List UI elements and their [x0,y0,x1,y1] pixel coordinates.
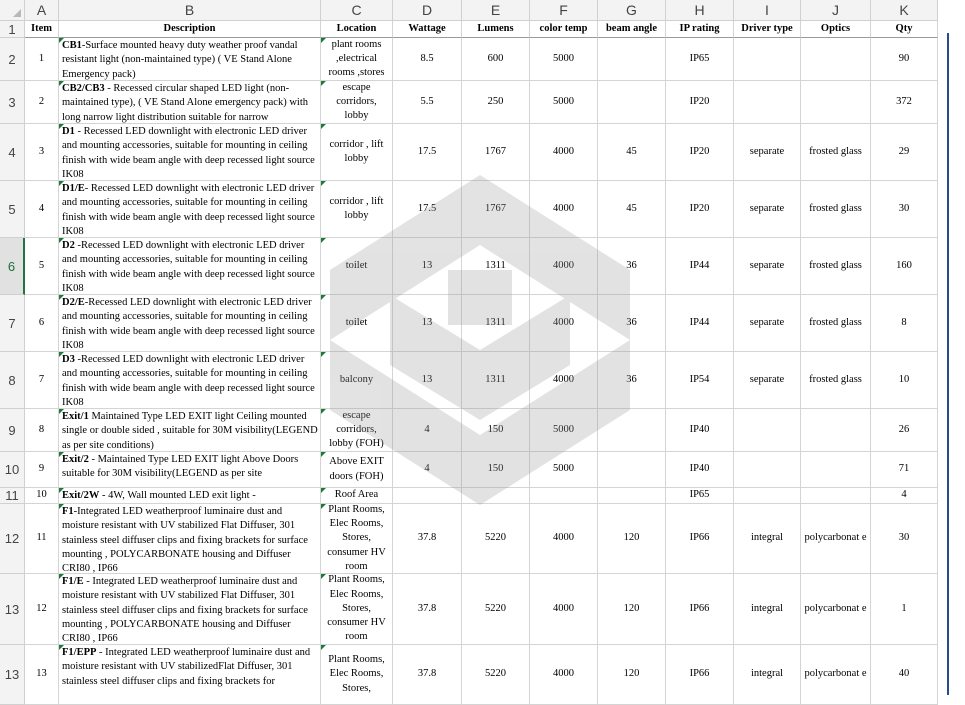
wattage-cell[interactable]: 13 [393,238,462,295]
description-text [62,182,318,238]
row-header[interactable]: 4 [0,124,25,181]
header-cell[interactable]: Item [25,21,59,38]
description-cell[interactable] [59,295,321,352]
lumens-cell[interactable]: 1311 [462,352,530,409]
fixture-code: D2 [62,240,75,251]
beam-cell[interactable]: 45 [598,181,666,238]
column-header-a[interactable]: A [25,0,59,21]
driver-cell[interactable]: separate [734,181,801,238]
description-body: - Recessed LED downlight with electronic LED driver and mounting accessories, suitable for mounting in ceiling finish with wide beam angle with deep recessed light source IK08 [62,126,315,180]
optics-cell[interactable]: frosted glass [801,295,871,352]
beam-cell[interactable] [598,38,666,81]
cell-indicator-icon [321,504,326,509]
driver-cell[interactable]: integral [734,504,801,574]
header-cell[interactable]: color temp [530,21,598,38]
ip-cell[interactable]: IP65 [666,488,734,504]
lumens-cell[interactable]: 250 [462,81,530,124]
selection-border [947,33,949,695]
beam-cell[interactable]: 120 [598,645,666,705]
description-cell[interactable] [59,574,321,645]
column-header-b[interactable]: B [59,0,321,21]
row-header[interactable]: 12 [0,504,25,574]
qty-cell[interactable]: 26 [871,409,938,452]
description-body: -Recessed LED downlight with electronic LED driver and mounting accessories, suitable for mounting in ceiling finish with wide beam angle with deep recessed light source IK08 [62,297,315,351]
description-body: -Integrated LED weatherproof luminaire dust and moisture resistant with UV stabilized Flat Diffuser, 301 stainless steel diffuser clips and fixing brackets for surface mounting , POLYCARBONATE housing and Diffuser CRI80 , IP66 [62,506,308,574]
location-cell[interactable]: toilet [321,295,393,352]
fixture-code: Exit/1 [62,411,89,422]
beam-cell[interactable]: 36 [598,352,666,409]
fixture-code: F1/EPP [62,647,97,658]
ip-cell[interactable]: IP66 [666,504,734,574]
wattage-cell[interactable]: 4 [393,452,462,488]
ip-cell[interactable]: IP65 [666,38,734,81]
beam-cell[interactable]: 120 [598,504,666,574]
description-cell[interactable] [59,409,321,452]
location-cell[interactable]: corridor , lift lobby [321,124,393,181]
header-cell[interactable]: Wattage [393,21,462,38]
qty-cell[interactable]: 160 [871,238,938,295]
cell-indicator-icon [59,504,64,509]
cell-indicator-icon [321,124,326,129]
cell-indicator-icon [321,574,326,579]
optics-cell[interactable] [801,38,871,81]
description-body: - Maintained Type LED EXIT light Above Doors suitable for 30M visibility(LEGEND as per site [62,454,299,480]
qty-cell[interactable]: 372 [871,81,938,124]
ip-cell[interactable]: IP54 [666,352,734,409]
description-body: - Recessed LED downlight with electronic LED driver and mounting accessories, suitable for mounting in ceiling finish with wide beam angle with deep recessed light source IK08 [62,183,315,237]
description-body: - 4W, Wall mounted LED exit light - [99,490,256,501]
wattage-cell[interactable]: 37.8 [393,574,462,645]
item-cell[interactable]: 7 [25,352,59,409]
beam-cell[interactable] [598,81,666,124]
item-cell[interactable]: 11 [25,504,59,574]
color-temp-cell[interactable]: 5000 [530,409,598,452]
description-text [62,646,318,689]
header-cell[interactable]: Driver type [734,21,801,38]
description-cell[interactable] [59,645,321,705]
description-cell[interactable] [59,352,321,409]
description-text [62,575,318,645]
cell-indicator-icon [321,238,326,243]
description-body: -Recessed LED downlight with electronic LED driver and mounting accessories, suitable for mounting in ceiling finish with wide beam angle with deep recessed light source IK08 [62,354,315,408]
wattage-cell[interactable]: 37.8 [393,504,462,574]
column-header-d[interactable]: D [393,0,462,21]
lumens-cell[interactable]: 5220 [462,504,530,574]
description-body: -Surface mounted heavy duty weather proof vandal resistant light (non-maintained type) ( VE Stand Alone Emergency pack) [62,40,298,80]
color-temp-cell[interactable]: 5000 [530,452,598,488]
beam-cell[interactable]: 45 [598,124,666,181]
qty-cell[interactable]: 40 [871,645,938,705]
ip-cell[interactable]: IP40 [666,409,734,452]
qty-cell[interactable]: 1 [871,574,938,645]
row-header[interactable]: 3 [0,81,25,124]
qty-cell[interactable]: 90 [871,38,938,81]
ip-cell[interactable]: IP66 [666,645,734,705]
location-cell[interactable]: escape corridors, lobby [321,81,393,124]
fixture-code: F1/E [62,576,84,587]
row-header[interactable]: 7 [0,295,25,352]
driver-cell[interactable]: integral [734,645,801,705]
location-cell[interactable]: balcony [321,352,393,409]
row-header[interactable]: 10 [0,452,25,488]
column-header-c[interactable]: C [321,0,393,21]
cell-indicator-icon [59,409,64,414]
cell-indicator-icon [321,81,326,86]
column-header-k[interactable]: K [871,0,938,21]
qty-cell[interactable]: 4 [871,488,938,504]
driver-cell[interactable]: integral [734,574,801,645]
beam-cell[interactable] [598,488,666,504]
cell-indicator-icon [59,488,64,493]
fixture-code: CB1 [62,40,82,51]
wattage-cell[interactable]: 5.5 [393,81,462,124]
fixture-code: D2/E [62,297,85,308]
fixture-code: F1 [62,506,74,517]
wattage-cell[interactable]: 17.5 [393,124,462,181]
header-cell[interactable]: IP rating [666,21,734,38]
cell-indicator-icon [59,452,64,457]
item-cell[interactable]: 6 [25,295,59,352]
column-header-f[interactable]: F [530,0,598,21]
driver-cell[interactable] [734,81,801,124]
driver-cell[interactable]: separate [734,124,801,181]
location-cell[interactable]: Roof Area [321,488,393,504]
driver-cell[interactable] [734,38,801,81]
qty-cell[interactable]: 30 [871,504,938,574]
row-header[interactable]: 6 [0,238,25,295]
description-text [62,489,256,503]
beam-cell[interactable]: 36 [598,238,666,295]
ip-cell[interactable]: IP40 [666,452,734,488]
column-header-h[interactable]: H [666,0,734,21]
cell-indicator-icon [59,645,64,650]
optics-cell[interactable] [801,409,871,452]
cell-indicator-icon [59,352,64,357]
description-cell[interactable] [59,504,321,574]
color-temp-cell[interactable]: 4000 [530,504,598,574]
optics-cell[interactable]: polycarbonat e [801,504,871,574]
item-cell[interactable]: 4 [25,181,59,238]
lumens-cell[interactable]: 1311 [462,238,530,295]
description-text [62,239,318,295]
cell-indicator-icon [321,452,326,457]
ip-cell[interactable]: IP66 [666,574,734,645]
cell-indicator-icon [321,488,326,493]
location-cell[interactable]: Plant Rooms, Elec Rooms, Stores, consumer HV room [321,504,393,574]
color-temp-cell[interactable]: 4000 [530,238,598,295]
row-header[interactable]: 1 [0,21,25,38]
lumens-cell[interactable] [462,488,530,504]
lumens-cell[interactable]: 1767 [462,181,530,238]
description-cell[interactable] [59,38,321,81]
item-cell[interactable]: 9 [25,452,59,488]
ip-cell[interactable]: IP44 [666,295,734,352]
optics-cell[interactable]: frosted glass [801,181,871,238]
cell-indicator-icon [321,352,326,357]
wattage-cell[interactable]: 17.5 [393,181,462,238]
cell-indicator-icon [59,295,64,300]
cell-indicator-icon [321,645,326,650]
fixture-code: Exit/2W [62,490,100,501]
description-cell[interactable] [59,124,321,181]
color-temp-cell[interactable]: 4000 [530,574,598,645]
optics-cell[interactable] [801,488,871,504]
cell-indicator-icon [59,238,64,243]
description-text [62,453,318,482]
wattage-cell[interactable]: 13 [393,352,462,409]
fixture-code: Exit/2 [62,454,89,465]
wattage-cell[interactable] [393,488,462,504]
color-temp-cell[interactable]: 4000 [530,645,598,705]
header-cell[interactable]: beam angle [598,21,666,38]
ip-cell[interactable]: IP44 [666,238,734,295]
driver-cell[interactable]: separate [734,352,801,409]
row-header[interactable]: 2 [0,38,25,81]
cell-indicator-icon [321,181,326,186]
beam-cell[interactable]: 36 [598,295,666,352]
column-header-j[interactable]: J [801,0,871,21]
beam-cell[interactable]: 120 [598,574,666,645]
cell-indicator-icon [321,38,326,43]
ip-cell[interactable]: IP20 [666,124,734,181]
lumens-cell[interactable]: 150 [462,452,530,488]
optics-cell[interactable]: frosted glass [801,238,871,295]
description-cell[interactable] [59,181,321,238]
wattage-cell[interactable]: 4 [393,409,462,452]
location-cell[interactable]: escape corridors, lobby (FOH) [321,409,393,452]
description-text [62,505,318,574]
item-cell[interactable]: 5 [25,238,59,295]
description-body: Maintained Type LED EXIT light Ceiling mounted single or double sided , suitable for 30M visibility(LEGEND as per site conditions) [62,411,318,451]
driver-cell[interactable]: separate [734,238,801,295]
qty-cell[interactable]: 8 [871,295,938,352]
qty-cell[interactable]: 29 [871,124,938,181]
description-body: - Integrated LED weatherproof luminaire dust and moisture resistant with UV stabilizedFlat Diffuser, 301 stainless steel diffuser clips and fixing brackets for [62,647,311,687]
header-cell[interactable]: Description [59,21,321,38]
header-cell[interactable]: Location [321,21,393,38]
optics-cell[interactable]: frosted glass [801,124,871,181]
item-cell[interactable]: 8 [25,409,59,452]
color-temp-cell[interactable]: 5000 [530,38,598,81]
item-cell[interactable]: 3 [25,124,59,181]
driver-cell[interactable] [734,409,801,452]
optics-cell[interactable] [801,81,871,124]
lumens-cell[interactable]: 5220 [462,574,530,645]
color-temp-cell[interactable]: 4000 [530,181,598,238]
optics-cell[interactable] [801,452,871,488]
header-cell[interactable]: Lumens [462,21,530,38]
location-cell[interactable]: Above EXIT doors (FOH) [321,452,393,488]
lumens-cell[interactable]: 150 [462,409,530,452]
fixture-code: D1 [62,126,75,137]
cell-indicator-icon [59,81,64,86]
column-header-g[interactable]: G [598,0,666,21]
description-text [62,39,318,81]
beam-cell[interactable] [598,452,666,488]
location-cell[interactable]: Plant Rooms, Elec Rooms, Stores, consumer HV room [321,574,393,645]
description-text [62,296,318,352]
description-cell[interactable] [59,238,321,295]
description-cell[interactable] [59,488,321,504]
description-body: - Integrated LED weatherproof luminaire dust and moisture resistant with UV stabilized Flat Diffuser, 301 stainless steel diffuser clips and fixing brackets for surface mounting , POLYCARBONATE housing and Diffuser CRI80 , IP66 [62,576,308,645]
qty-cell[interactable]: 10 [871,352,938,409]
location-cell[interactable]: toilet [321,238,393,295]
location-cell[interactable]: corridor , lift lobby [321,181,393,238]
cell-indicator-icon [321,295,326,300]
location-cell[interactable]: Plant Rooms, Elec Rooms, Stores, [321,645,393,705]
color-temp-cell[interactable]: 4000 [530,124,598,181]
lumens-cell[interactable]: 600 [462,38,530,81]
color-temp-cell[interactable]: 4000 [530,295,598,352]
description-text [62,410,318,452]
description-body: - Recessed circular shaped LED light (non-maintained type), ( VE Stand Alone emergency pack) with long narrow light distribution suitable for narrow [62,83,309,123]
column-header-i[interactable]: I [734,0,801,21]
item-cell[interactable]: 1 [25,38,59,81]
header-cell[interactable]: Qty [871,21,938,38]
location-cell[interactable]: plant rooms ,electrical rooms ,stores [321,38,393,81]
cell-indicator-icon [59,38,64,43]
wattage-cell[interactable]: 37.8 [393,645,462,705]
wattage-cell[interactable]: 13 [393,295,462,352]
description-cell[interactable] [59,81,321,124]
description-body: -Recessed LED downlight with electronic LED driver and mounting accessories, suitable for mounting in ceiling finish with wide beam angle with deep recessed light source IK08 [62,240,315,294]
header-cell[interactable]: Optics [801,21,871,38]
driver-cell[interactable] [734,488,801,504]
fixture-code: CB2/CB3 [62,83,105,94]
column-header-e[interactable]: E [462,0,530,21]
driver-cell[interactable]: separate [734,295,801,352]
optics-cell[interactable]: polycarbonat e [801,645,871,705]
cell-indicator-icon [321,409,326,414]
fixture-code: D3 [62,354,75,365]
fixture-code: D1/E [62,183,85,194]
lumens-cell[interactable]: 1767 [462,124,530,181]
select-all-corner[interactable] [0,0,25,21]
item-cell[interactable]: 12 [25,574,59,645]
item-cell[interactable]: 2 [25,81,59,124]
beam-cell[interactable] [598,409,666,452]
item-cell[interactable]: 10 [25,488,59,504]
lumens-cell[interactable]: 5220 [462,645,530,705]
row-header[interactable]: 8 [0,352,25,409]
optics-cell[interactable]: polycarbonat e [801,574,871,645]
driver-cell[interactable] [734,452,801,488]
color-temp-cell[interactable] [530,488,598,504]
lumens-cell[interactable]: 1311 [462,295,530,352]
color-temp-cell[interactable]: 4000 [530,352,598,409]
row-header[interactable]: 13 [0,645,25,705]
qty-cell[interactable]: 30 [871,181,938,238]
item-cell[interactable]: 13 [25,645,59,705]
cell-indicator-icon [59,181,64,186]
cell-indicator-icon [59,124,64,129]
description-text [62,82,318,124]
description-text [62,353,318,409]
ip-cell[interactable]: IP20 [666,81,734,124]
row-header[interactable]: 13 [0,574,25,645]
optics-cell[interactable]: frosted glass [801,352,871,409]
row-header[interactable]: 5 [0,181,25,238]
wattage-cell[interactable]: 8.5 [393,38,462,81]
cell-indicator-icon [59,574,64,579]
row-header[interactable]: 11 [0,488,25,504]
qty-cell[interactable]: 71 [871,452,938,488]
description-text [62,125,318,181]
description-cell[interactable] [59,452,321,488]
color-temp-cell[interactable]: 5000 [530,81,598,124]
ip-cell[interactable]: IP20 [666,181,734,238]
row-header[interactable]: 9 [0,409,25,452]
